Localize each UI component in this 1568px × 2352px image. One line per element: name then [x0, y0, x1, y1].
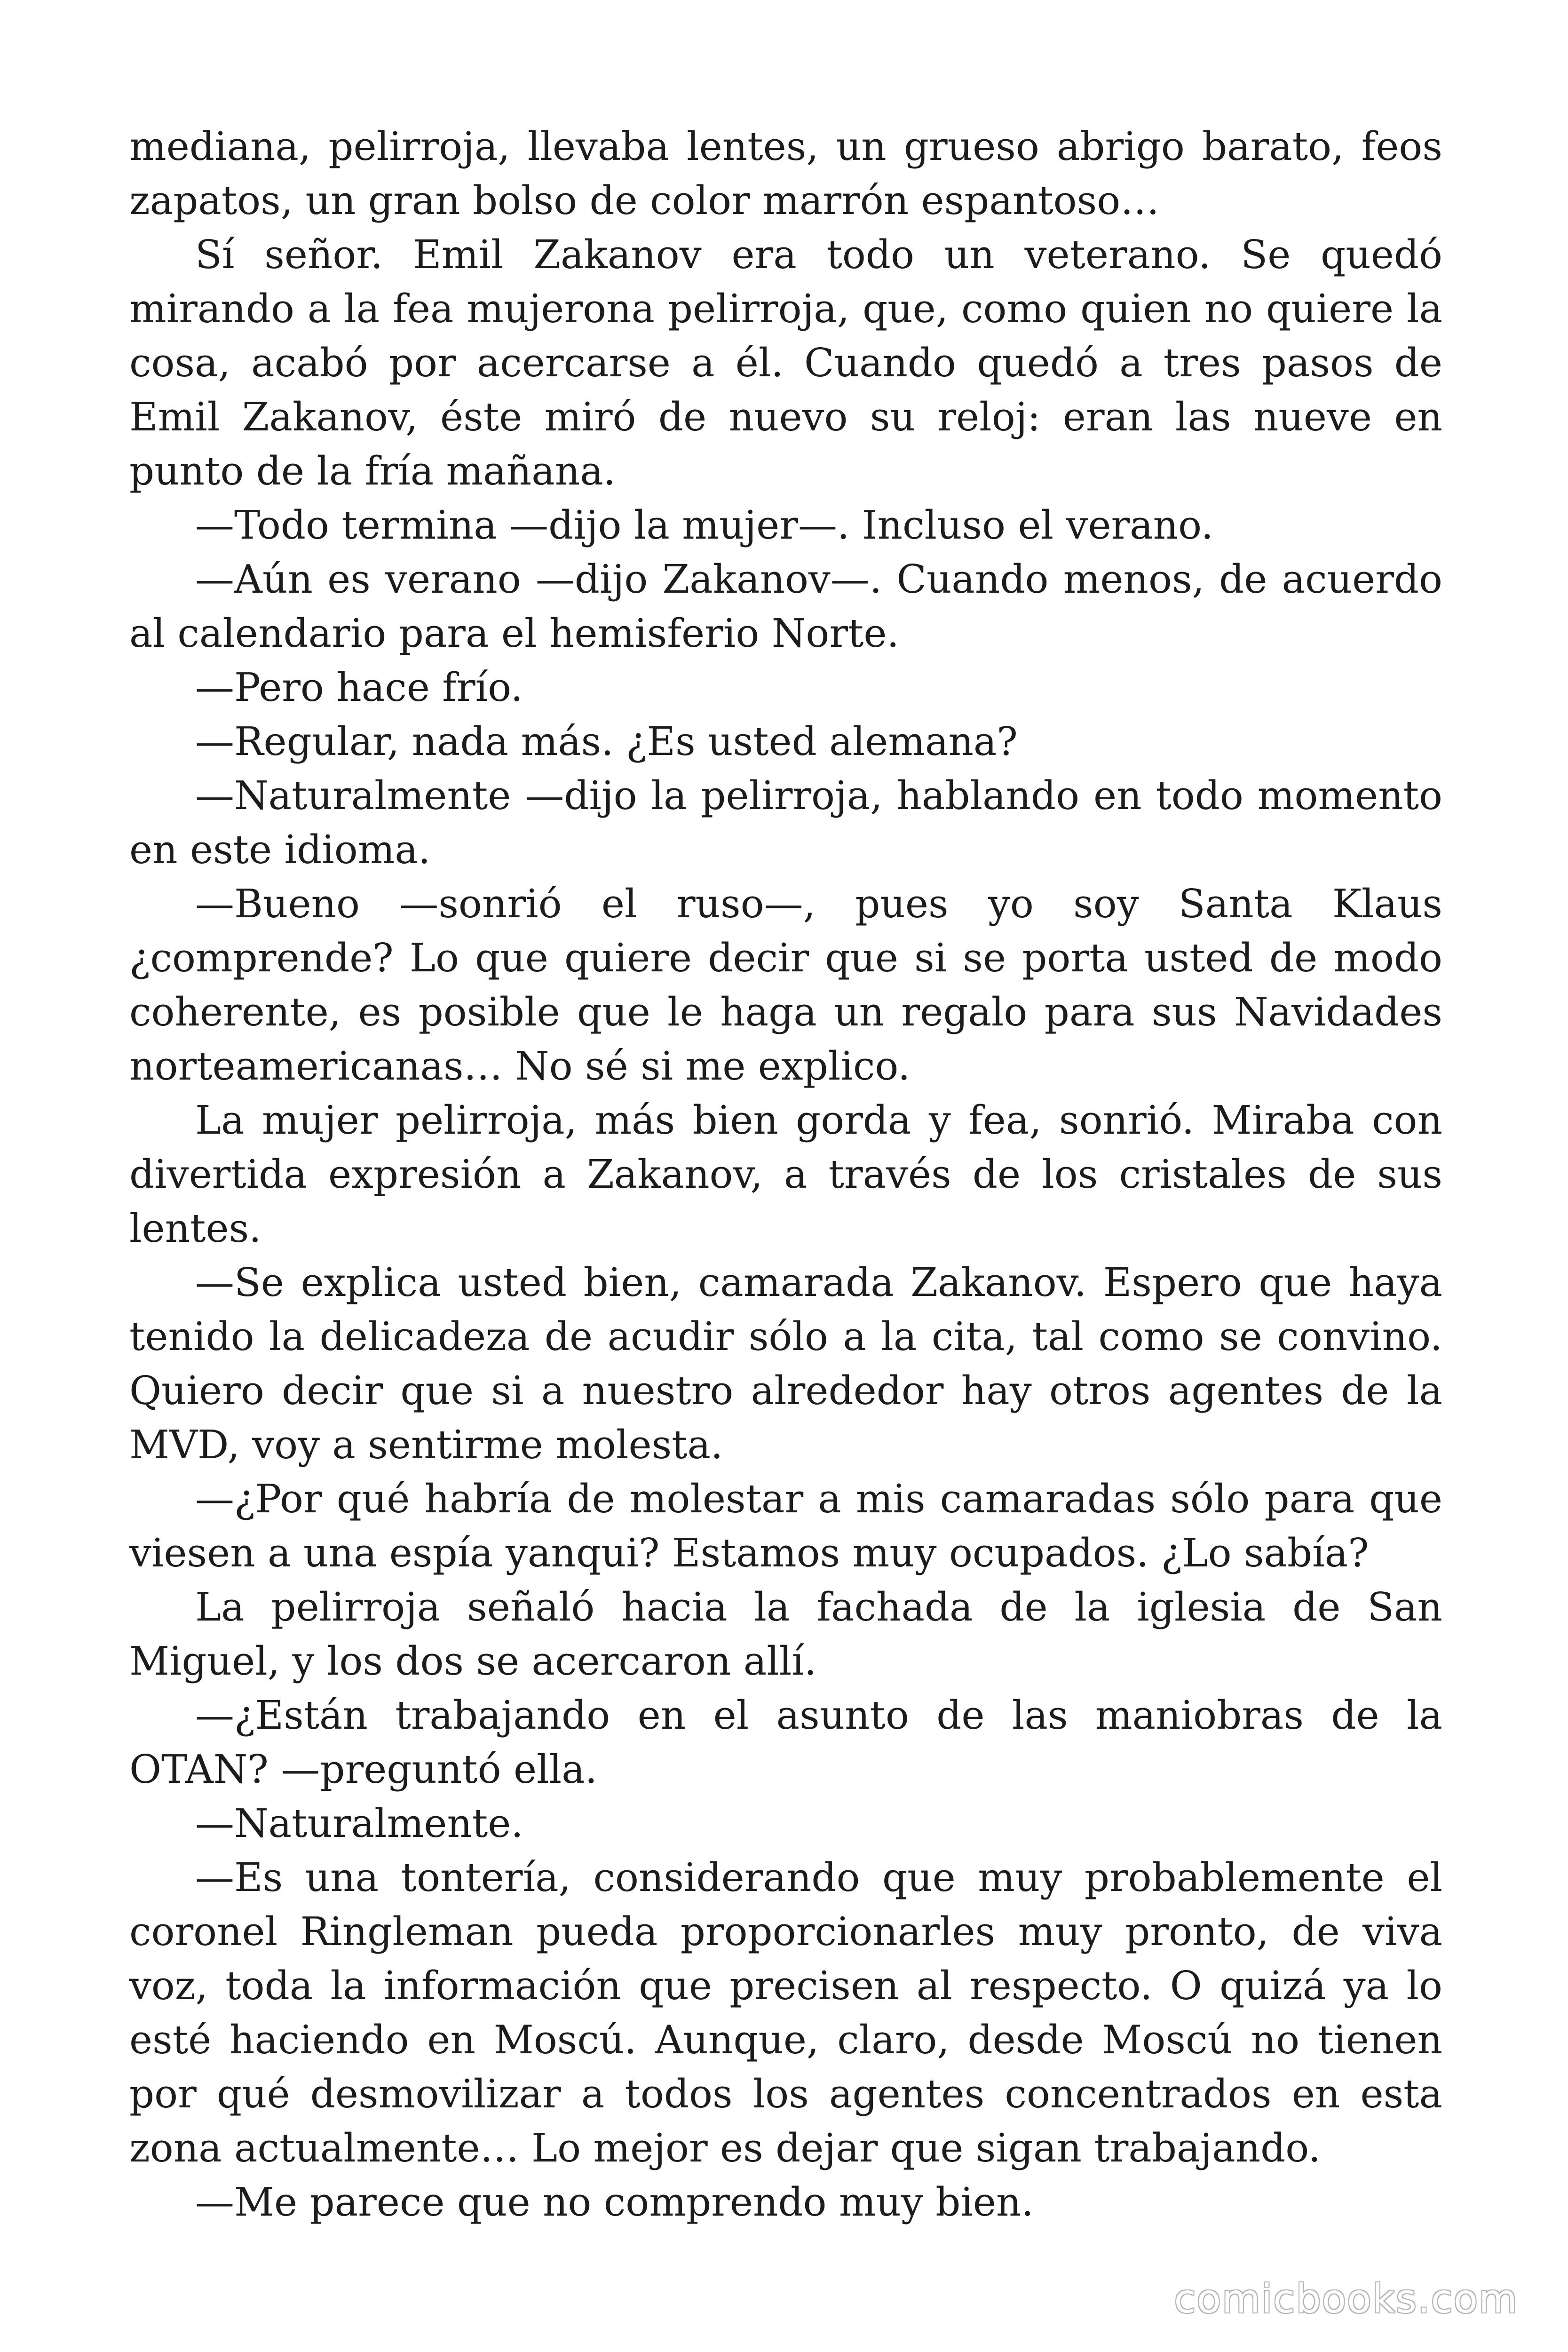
- dialogue-line: —Me parece que no comprendo muy bien.: [195, 2179, 1034, 2225]
- dialogue-line: —Naturalmente.: [195, 1801, 523, 1846]
- paragraph: mediana, pelirroja, llevaba lentes, un grueso abrigo barato, feos zapatos, un gran bolso de color marrón espantoso…: [129, 124, 1442, 223]
- dialogue-line: —¿Están trabajando en el asunto de las maniobras de la OTAN? —preguntó ella.: [129, 1692, 1442, 1792]
- dialogue-line: —Regular, nada más. ¿Es usted alemana?: [195, 719, 1018, 764]
- watermark: comicbooks.com: [1174, 2276, 1518, 2322]
- dialogue-line: —Naturalmente —dijo la pelirroja, hablando en todo momento en este idioma.: [129, 773, 1442, 873]
- dialogue-line: —¿Por qué habría de molestar a mis camaradas sólo para que viesen a una espía yanqui? Estamos muy ocupados. ¿Lo sabía?: [129, 1476, 1442, 1576]
- dialogue-line: —Se explica usted bien, camarada Zakanov. Espero que haya tenido la delicadeza de acudir sólo a la cita, tal como se convino. Quiero decir que si a nuestro alrededor hay otros agentes de la MVD, voy a sentirme molesta.: [129, 1260, 1442, 1468]
- dialogue-line: —Es una tontería, considerando que muy probablemente el coronel Ringleman pueda proporcionarles muy pronto, de viva voz, toda la información que precisen al respecto. O quizá ya lo esté haciendo en Moscú. Aunque, claro, desde Moscú no tienen por qué desmovilizar a todos los agentes concentrados en esta zona actualmente… Lo mejor es dejar que sigan trabajando.: [129, 1855, 1442, 2171]
- dialogue-line: —Todo termina —dijo la mujer—. Incluso el verano.: [195, 502, 1213, 548]
- dialogue-line: —Bueno —sonrió el ruso—, pues yo soy Santa Klaus ¿comprende? Lo que quiere decir que si se porta usted de modo coherente, es posible que le haga un regalo para sus Navidades norteamericanas… No sé si me explico.: [129, 881, 1442, 1089]
- paragraph: La mujer pelirroja, más bien gorda y fea, sonrió. Miraba con divertida expresión a Zakanov, a través de los cristales de sus lentes.: [129, 1097, 1442, 1251]
- dialogue-line: —Pero hace frío.: [195, 665, 523, 710]
- body-text: [129, 119, 1442, 2229]
- dialogue-line: —Aún es verano —dijo Zakanov—. Cuando menos, de acuerdo al calendario para el hemisferio Norte.: [129, 556, 1442, 656]
- paragraph: La pelirroja señaló hacia la fachada de la iglesia de San Miguel, y los dos se acercaron allí.: [129, 1584, 1442, 1684]
- paragraph: Sí señor. Emil Zakanov era todo un veterano. Se quedó mirando a la fea mujerona pelirroja, que, como quien no quiere la cosa, acabó por acercarse a él. Cuando quedó a tres pasos de Emil Zakanov, éste miró de nuevo su reloj: eran las nueve en punto de la fría mañana.: [129, 232, 1442, 494]
